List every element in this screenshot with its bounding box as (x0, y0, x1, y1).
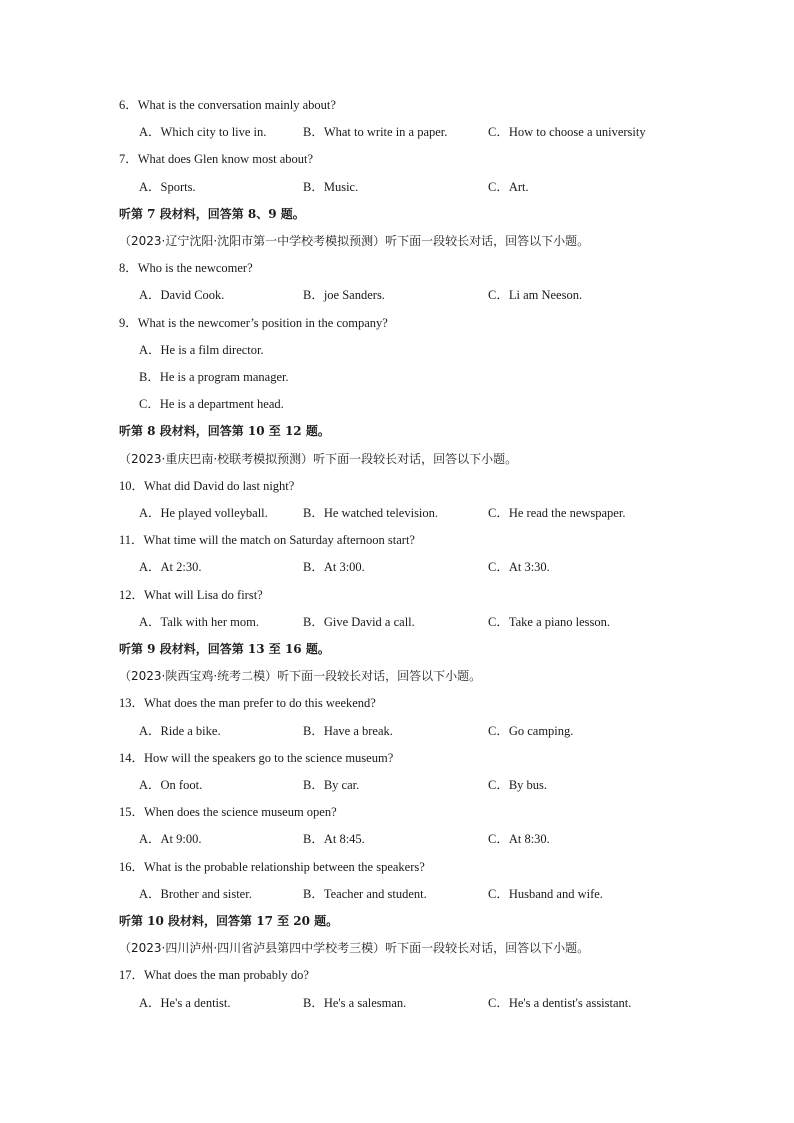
question-line: 12．What will Lisa do first? (119, 587, 263, 602)
option-line: C．He is a department head. (139, 397, 284, 412)
question-line: 16．What is the probable relationship between the speakers? (119, 859, 425, 874)
question-line: 13．What does the man prefer to do this weekend? (119, 696, 376, 711)
option-c: C．At 8:30. (488, 832, 550, 847)
question-line: 11．What time will the match on Saturday afternoon start? (119, 533, 415, 548)
option-c: C．Li am Neeson. (488, 288, 583, 303)
option-b: B．By car. (303, 778, 360, 792)
option-b: B．He's a salesman. (303, 995, 407, 1010)
option-b: B．Have a break. (303, 723, 393, 738)
option-c: C．Husband and wife. (488, 886, 603, 901)
option-a: A．On foot. (139, 778, 203, 792)
section-heading: 听第 8 段材料，回答第 10 至 12 题。 (119, 424, 330, 439)
option-a: A．At 9:00. (139, 832, 202, 847)
option-a: A．Ride a bike. (139, 723, 221, 738)
source-note: （2023·四川泸州·四川省泸县第四中学校考三模）听下面一段较长对话，回答以下小题。 (119, 941, 590, 956)
question-line: 15．When does the science museum open? (119, 805, 337, 820)
option-a: A．Sports. (139, 179, 196, 194)
source-note: （2023·陕西宝鸡·统考二模）听下面一段较长对话，回答以下小题。 (119, 669, 482, 684)
option-a: A．Talk with her mom. (139, 614, 259, 629)
option-b: B．At 3:00. (303, 560, 365, 575)
section-heading: 听第 10 段材料，回答第 17 至 20 题。 (119, 914, 339, 928)
option-b: B．He watched television. (303, 506, 439, 520)
option-a: A．Brother and sister. (139, 886, 252, 901)
question-line: 9．What is the newcomer’s position in the company? (119, 315, 388, 330)
option-c: C．By bus. (488, 778, 548, 792)
option-c: C．He's a dentist's assistant. (488, 995, 632, 1010)
option-line: B．He is a program manager. (139, 370, 289, 384)
option-a: A．David Cook. (139, 288, 225, 303)
option-b: B．Teacher and student. (303, 886, 427, 901)
question-line: 6．What is the conversation mainly about? (119, 98, 336, 112)
section-heading: 听第 9 段材料，回答第 13 至 16 题。 (119, 642, 330, 656)
option-b: B．What to write in a paper. (303, 125, 448, 140)
option-a: A．He's a dentist. (139, 995, 231, 1010)
section-heading: 听第 7 段材料，回答第 8、9 题。 (119, 206, 305, 221)
question-line: 14．How will the speakers go to the science museum? (119, 750, 394, 765)
question-line: 7．What does Glen know most about? (119, 152, 314, 167)
option-c: C．Take a piano lesson. (488, 614, 611, 629)
source-note: （2023·辽宁沈阳·沈阳市第一中学校考模拟预测）听下面一段较长对话，回答以下小题。 (119, 234, 590, 248)
option-b: B．Give David a call. (303, 614, 415, 629)
question-line: 17．What does the man probably do? (119, 968, 309, 983)
option-c: C．Go camping. (488, 723, 574, 738)
question-line: 8．Who is the newcomer? (119, 261, 253, 276)
option-b: B．Music. (303, 179, 359, 194)
option-b: B．At 8:45. (303, 832, 365, 847)
option-c: C．Art. (488, 179, 529, 194)
option-a: A．He played volleyball. (139, 506, 268, 520)
option-c: C．At 3:30. (488, 560, 550, 575)
option-c: C．How to choose a university (488, 125, 646, 140)
option-b: B．joe Sanders. (303, 288, 385, 303)
question-line: 10．What did David do last night? (119, 478, 295, 493)
option-a: A．At 2:30. (139, 560, 202, 575)
option-line: A．He is a film director. (139, 342, 264, 357)
source-note: （2023·重庆巴南·校联考模拟预测）听下面一段较长对话，回答以下小题。 (119, 451, 518, 466)
option-c: C．He read the newspaper. (488, 506, 626, 520)
option-a: A．Which city to live in. (139, 125, 267, 140)
